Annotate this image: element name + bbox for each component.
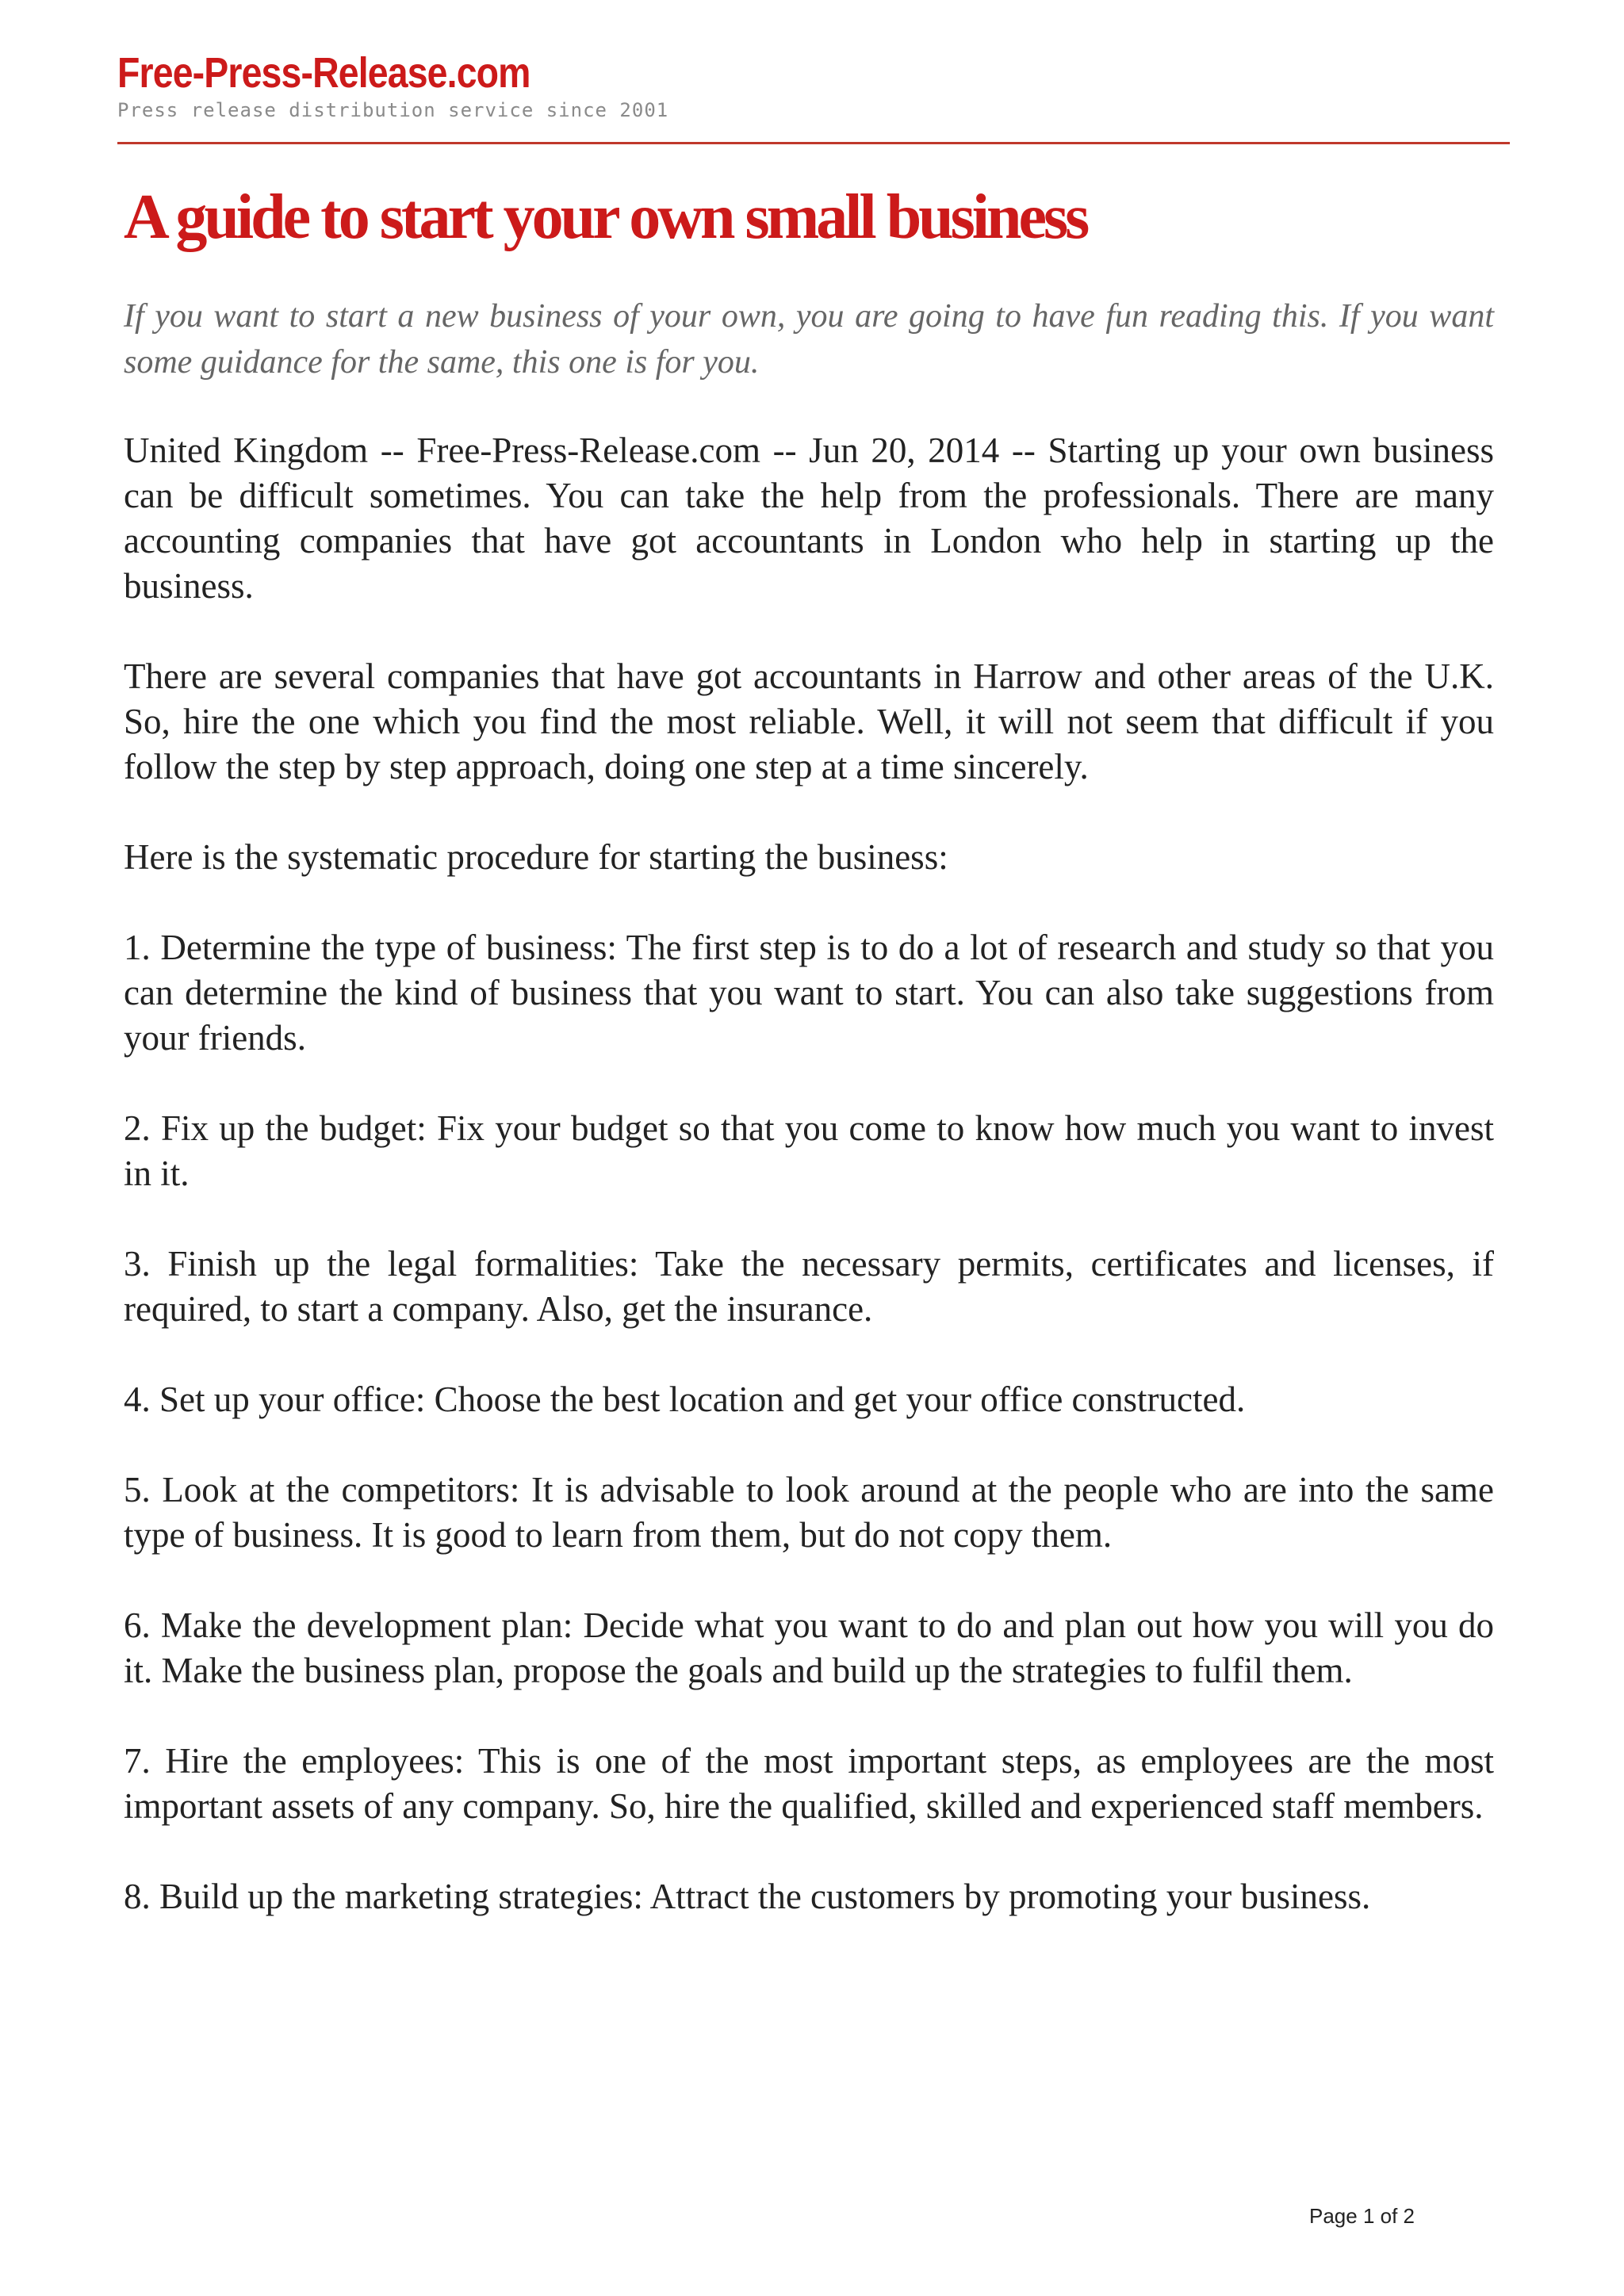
- site-tagline: Press release distribution service since 2001: [117, 99, 669, 121]
- body-paragraph-intro: United Kingdom -- Free-Press-Release.com -- Jun 20, 2014 -- Starting up your own business can be difficult sometimes. You can take the help from the professionals. There are many accounting companies that have got accountants in London who help in starting up the business.: [124, 430, 1494, 606]
- step-item-2: 2. Fix up the budget: Fix your budget so that you come to know how much you want to invest in it.: [124, 1108, 1494, 1193]
- step-item-4: 4. Set up your office: Choose the best location and get your office constructed.: [124, 1380, 1246, 1419]
- article-title: A guide to start your own small business: [124, 182, 1087, 252]
- step-item-3: 3. Finish up the legal formalities: Take the necessary permits, certificates and licenses, if required, to start a company. Also, get the insurance.: [124, 1244, 1494, 1329]
- step-item-7: 7. Hire the employees: This is one of the most important steps, as employees are the most important assets of any company. So, hire the qualified, skilled and experienced staff members.: [124, 1741, 1494, 1826]
- step-item-8: 8. Build up the marketing strategies: Attract the customers by promoting your business.: [124, 1877, 1371, 1916]
- step-item-5: 5. Look at the competitors: It is advisable to look around at the people who are into the same type of business. It is good to learn from them, but do not copy them.: [124, 1470, 1494, 1555]
- body-paragraph: There are several companies that have got accountants in Harrow and other areas of the U.K. So, hire the one which you find the most reliable. Well, it will not seem that difficult if you follow the step by step approach, doing one step at a time sincerely.: [124, 656, 1494, 786]
- article-summary: If you want to start a new business of your own, you are going to have fun reading this. If you want some guidance for the same, this one is for you.: [124, 298, 1494, 381]
- article-body: [124, 428, 1494, 1965]
- page-number: Page 1 of 2: [1309, 2204, 1415, 2228]
- header-divider: [117, 142, 1510, 144]
- body-paragraph-procedure-lead: Here is the systematic procedure for starting the business:: [124, 837, 948, 877]
- step-item-6: 6. Make the development plan: Decide what you want to do and plan out how you will you do it. Make the business plan, propose the goals and build up the strategies to fulfil them.: [124, 1605, 1494, 1690]
- site-logo-text[interactable]: Free-Press-Release.com: [117, 49, 530, 97]
- step-item-1: 1. Determine the type of business: The first step is to do a lot of research and study so that you can determine the kind of business that you want to start. You can also take suggestions from your friends.: [124, 928, 1494, 1058]
- masthead: [117, 48, 1510, 121]
